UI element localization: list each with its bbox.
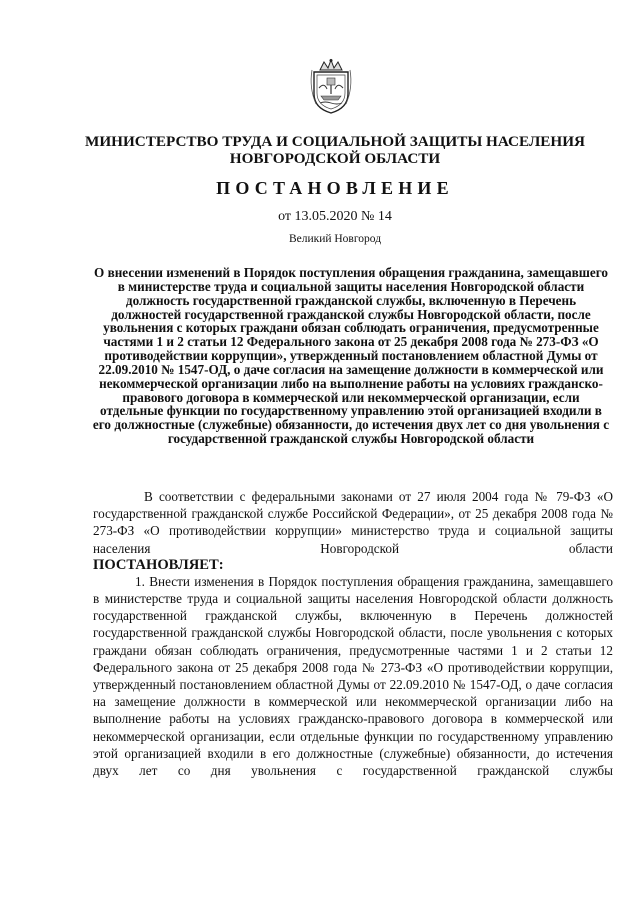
ministry-name-line1: МИНИСТЕРСТВО ТРУДА И СОЦИАЛЬНОЙ ЗАЩИТЫ НАСЕЛЕНИЯ <box>84 133 585 150</box>
ministry-name-line2: НОВГОРОДСКОЙ ОБЛАСТИ <box>229 150 441 167</box>
document-title: О внесении изменений в Порядок поступления обращения гражданина, замещавшего в министерстве труда и социальной защиты населения Новгородской области должность государственной гражданской службы, включенную в Перечень должностей государственной гражданской службы Новгородской области, после увольнения с которых граждани обязан соблюдать ограничения, предусмотренные частями 1 и 2 статьи 12 Федерального закона от 25 декабря 2008 года № 273-ФЗ «О противодействии коррупции», утвержденный постановлением областной Думы от 22.09.2010 № 1547-ОД, о даче согласия на замещение должности в коммерческой или некоммерческой организации либо на выполнение работы на условиях гражданско-правового договора в коммерческой или некоммерческой организации, если отдельные функции по государственному управлению этой организацией входили в его должностные (служебные) обязанности, до истечения двух лет со дня увольнения с государственной гражданской службы Новгородской области <box>92 265 610 447</box>
document-type-heading: ПОСТАНОВЛЕНИЕ <box>216 178 454 198</box>
coat-of-arms-icon <box>308 58 354 114</box>
preamble-paragraph: В соответствии с федеральными законами от 27 июля 2004 года № 79-ФЗ «О государственной гражданской службе Российской Федерации», от 25 декабря 2008 года № 273-ФЗ «О противодействии коррупции» министерство труда и социальной защиты населения Новгородской области <box>93 489 613 556</box>
place-of-issue: Великий Новгород <box>288 233 382 245</box>
decree-keyword: ПОСТАНОВЛЯЕТ: <box>93 556 224 573</box>
date-and-number: от 13.05.2020 № 14 <box>278 209 392 224</box>
document-body <box>93 488 613 779</box>
item-1-paragraph: 1. Внести изменения в Порядок поступления обращения гражданина, замещавшего в министерстве труда и социальной защиты населения Новгородской области должность государственной гражданской службы, включенную в Перечень должностей государственной гражданской службы Новгородской области, после увольнения с которых граждани обязан соблюдать ограничения, предусмотренные частями 1 и 2 статьи 12 Федерального закона от 25 декабря 2008 года № 273-ФЗ «О противодействии коррупции, утвержденный постановлением областной Думы от 22.09.2010 № 1547-ОД, о даче согласия на замещение должности в коммерческой или некоммерческой организации либо на выполнение работы на условиях гражданско-правового договора в коммерческой или некоммерческой организации, если отдельные функции по государственному управлению этой организацией входили в его должностные (служебные) обязанности, до истечения двух лет со дня увольнения с государственной гражданской службы <box>93 573 613 779</box>
